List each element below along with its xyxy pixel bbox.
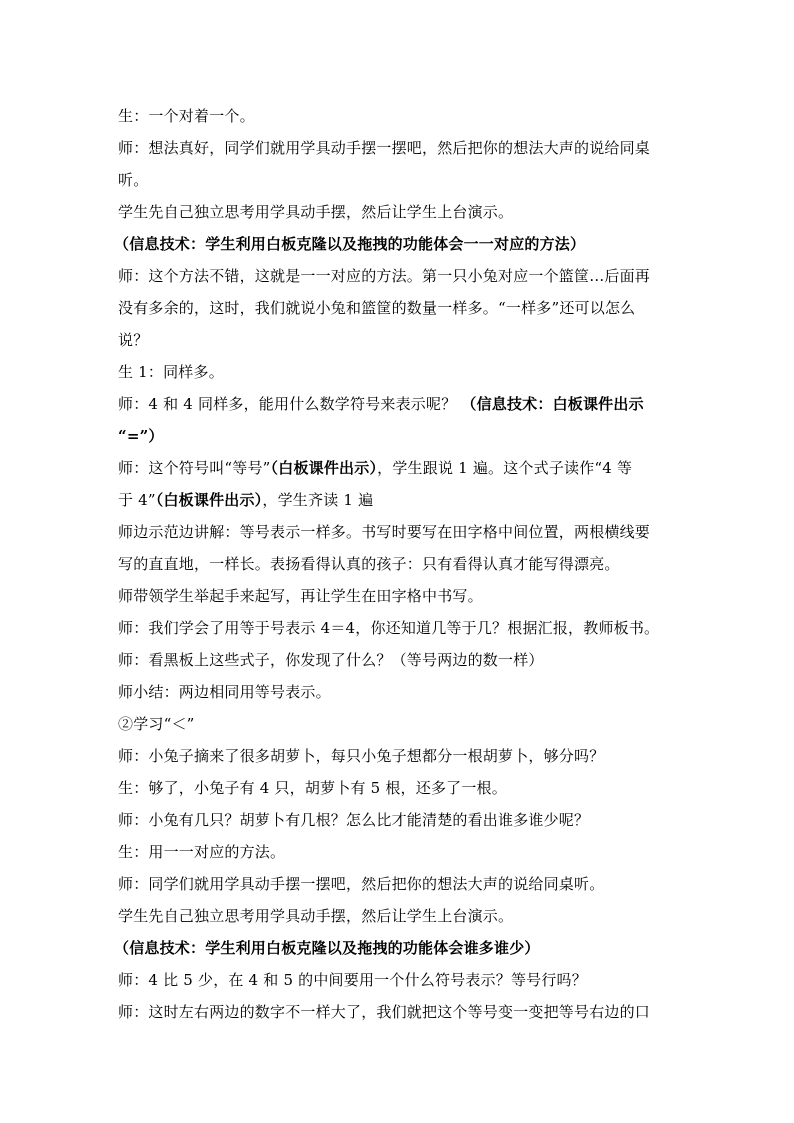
paragraph-line xyxy=(114,932,678,964)
paragraph-line xyxy=(118,420,678,452)
text-segment: 师：看黑板上这些式子，你发现了什么？（等号两边的数一样） xyxy=(118,651,544,669)
bold-text-segment: （白板课件出示） xyxy=(270,459,378,477)
paragraph-line xyxy=(118,548,678,580)
paragraph-line xyxy=(118,100,678,132)
bold-text-segment: （白板课件出示） xyxy=(155,491,263,509)
text-segment: ，学生齐读 1 遍 xyxy=(262,491,374,509)
paragraph-line xyxy=(118,164,678,196)
text-segment: 师：4 和 4 同样多，能用什么数学符号来表示呢？ xyxy=(118,395,462,413)
paragraph-line xyxy=(118,196,678,228)
paragraph-line xyxy=(114,228,678,260)
paragraph-line xyxy=(118,516,678,548)
paragraph-line xyxy=(118,644,678,676)
paragraph-line xyxy=(118,804,678,836)
paragraph-line xyxy=(118,740,678,772)
text-segment: 于 4” xyxy=(118,491,156,509)
text-segment: 师：小兔子摘来了很多胡萝卜，每只小兔子想都分一根胡萝卜，够分吗？ xyxy=(118,747,605,765)
paragraph-line xyxy=(118,580,678,612)
text-segment: 师：小兔有几只？胡萝卜有几根？怎么比才能清楚的看出谁多谁少呢？ xyxy=(118,811,590,829)
text-segment: 师带领学生举起手来起写，再让学生在田字格中书写。 xyxy=(118,587,483,605)
text-segment: ，学生跟说 1 遍。这个式子读作“4 等 xyxy=(377,459,633,477)
bold-text-segment: （信息技术：白板课件出示 xyxy=(461,395,644,413)
paragraph-line xyxy=(118,836,678,868)
text-segment: 生：一个对着一个。 xyxy=(118,107,255,125)
text-segment: 师小结：两边相同用等号表示。 xyxy=(118,683,331,701)
paragraph-line xyxy=(118,260,678,292)
paragraph-line xyxy=(118,772,678,804)
paragraph-line xyxy=(118,324,678,356)
paragraph-line xyxy=(118,996,678,1028)
text-segment: 师：我们学会了用等于号表示 4＝4，你还知道几等于几？根据汇报，教师板书。 xyxy=(118,619,660,637)
text-segment: 学生先自己独立思考用学具动手摆，然后让学生上台演示。 xyxy=(118,203,514,221)
text-segment: 学生先自己独立思考用学具动手摆，然后让学生上台演示。 xyxy=(118,907,514,925)
bold-text-segment: （信息技术：学生利用白板克隆以及拖拽的功能体会一一对应的方法） xyxy=(114,235,586,253)
paragraph-line xyxy=(118,612,678,644)
text-segment: 生 1：同样多。 xyxy=(118,363,224,381)
paragraph-line xyxy=(118,292,678,324)
paragraph-line xyxy=(118,676,678,708)
bold-text-segment: “=”） xyxy=(118,427,164,445)
text-segment: 生：够了，小兔子有 4 只，胡萝卜有 5 根，还多了一根。 xyxy=(118,779,507,797)
text-segment: 师：想法真好，同学们就用学具动手摆一摆吧，然后把你的想法大声的说给同桌 xyxy=(118,139,651,157)
paragraph-line xyxy=(118,484,678,516)
paragraph-line xyxy=(118,708,678,740)
text-segment: 师边示范边讲解：等号表示一样多。书写时要写在田字格中间位置，两根横线要 xyxy=(118,523,651,541)
document-body xyxy=(114,100,678,1028)
paragraph-line xyxy=(118,964,678,996)
text-segment: ②学习“＜” xyxy=(118,715,195,733)
text-segment: 生：用一一对应的方法。 xyxy=(118,843,286,861)
text-segment: 师：同学们就用学具动手摆一摆吧，然后把你的想法大声的说给同桌听。 xyxy=(118,875,605,893)
paragraph-line xyxy=(118,868,678,900)
text-segment: 听。 xyxy=(118,171,149,189)
text-segment: 师：这个方法不错，这就是一一对应的方法。第一只小兔对应一个篮筐…后面再 xyxy=(118,267,651,285)
paragraph-line xyxy=(118,356,678,388)
paragraph-line xyxy=(118,452,678,484)
paragraph-line xyxy=(118,900,678,932)
text-segment: 说？ xyxy=(118,331,149,349)
bold-text-segment: （信息技术：学生利用白板克隆以及拖拽的功能体会谁多谁少） xyxy=(114,939,540,957)
paragraph-line xyxy=(118,132,678,164)
text-segment: 师：这时左右两边的数字不一样大了，我们就把这个等号变一变把等号右边的口 xyxy=(118,1003,651,1021)
text-segment: 师：这个符号叫“等号” xyxy=(118,459,271,477)
text-segment: 师：4 比 5 少，在 4 和 5 的中间要用一个什么符号表示？等号行吗？ xyxy=(118,971,587,989)
text-segment: 写的直直地，一样长。表扬看得认真的孩子：只有看得认真才能写得漂亮。 xyxy=(118,555,620,573)
text-segment: 没有多余的，这时，我们就说小兔和篮筐的数量一样多。“一样多”还可以怎么 xyxy=(118,299,636,317)
paragraph-line xyxy=(118,388,678,420)
